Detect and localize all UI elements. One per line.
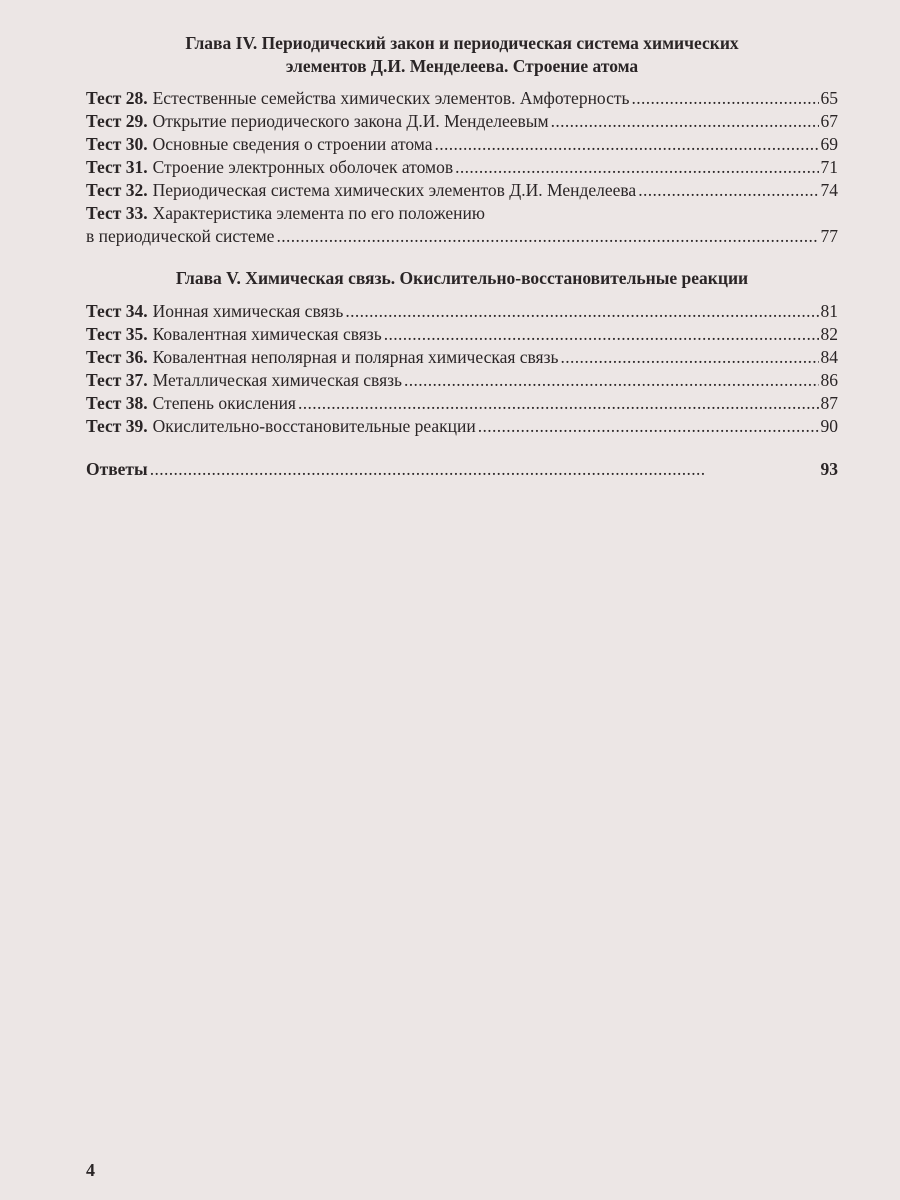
page-number: 4 xyxy=(86,1160,95,1180)
toc-entry[interactable] xyxy=(86,323,838,346)
dot-leader xyxy=(435,133,819,156)
entry-title: Ковалентная химическая связь xyxy=(152,324,382,344)
chapter-5-heading xyxy=(86,267,838,290)
chapter-5-entries xyxy=(86,300,838,438)
dot-leader xyxy=(298,392,819,415)
toc-entry[interactable] xyxy=(86,369,838,392)
entry-number: Тест 37. xyxy=(86,370,148,390)
entry-number: Тест 29. xyxy=(86,111,148,131)
dot-leader xyxy=(150,458,819,481)
toc-entry[interactable] xyxy=(86,179,838,202)
entry-number: Тест 38. xyxy=(86,393,148,413)
entry-page: 77 xyxy=(820,226,838,246)
entry-page: 67 xyxy=(820,111,838,131)
entry-page: 65 xyxy=(820,88,838,108)
entry-title: Характеристика элемента по его положению xyxy=(152,203,485,223)
dot-leader xyxy=(561,346,819,369)
dot-leader xyxy=(404,369,818,392)
entry-title: Ионная химическая связь xyxy=(152,301,344,321)
entry-title: Степень окисления xyxy=(152,393,296,413)
toc-entry[interactable] xyxy=(86,300,838,323)
entry-page: 90 xyxy=(820,416,838,436)
dot-leader xyxy=(455,156,818,179)
entry-page: 86 xyxy=(820,370,838,390)
entry-number: Тест 39. xyxy=(86,416,148,436)
toc-entry[interactable] xyxy=(86,110,838,133)
entry-page: 69 xyxy=(820,134,838,154)
toc-entry[interactable] xyxy=(86,346,838,369)
dot-leader xyxy=(276,225,818,248)
entry-number: Тест 36. xyxy=(86,347,148,367)
entry-number: Тест 34. xyxy=(86,301,148,321)
entry-title: Естественные семейства химических элементов. Амфотерность xyxy=(152,88,630,108)
entry-page: 81 xyxy=(820,301,838,321)
chapter-title-line: Глава IV. Периодический закон и периодическая система химических xyxy=(185,33,739,53)
dot-leader xyxy=(551,110,819,133)
dot-leader xyxy=(638,179,818,202)
entry-number: Тест 28. xyxy=(86,88,148,108)
chapter-title-line: элементов Д.И. Менделеева. Строение атома xyxy=(285,56,639,76)
entry-page: 71 xyxy=(820,157,838,177)
chapter-title-line: Глава V. Химическая связь. Окислительно-восстановительные реакции xyxy=(175,268,749,288)
chapter-4-entries xyxy=(86,87,838,248)
toc-entry-answers[interactable] xyxy=(86,458,838,481)
entry-title: Ковалентная неполярная и полярная химическая связь xyxy=(152,347,559,367)
dot-leader xyxy=(632,87,819,110)
dot-leader xyxy=(478,415,819,438)
entry-title: Основные сведения о строении атома xyxy=(152,134,433,154)
entry-number: Тест 32. xyxy=(86,180,148,200)
entry-page: 84 xyxy=(820,347,838,367)
entry-page: 82 xyxy=(820,324,838,344)
toc-entry[interactable] xyxy=(86,87,838,110)
entry-page: 74 xyxy=(820,180,838,200)
entry-number: Тест 30. xyxy=(86,134,148,154)
entry-title: Ответы xyxy=(86,459,148,479)
entry-title: Периодическая система химических элементов Д.И. Менделеева xyxy=(152,180,637,200)
entry-number: Тест 33. xyxy=(86,203,148,223)
toc-entry[interactable] xyxy=(86,392,838,415)
toc-entry[interactable] xyxy=(86,415,838,438)
entry-number: Тест 35. xyxy=(86,324,148,344)
toc-entry[interactable] xyxy=(86,156,838,179)
entry-title: Металлическая химическая связь xyxy=(152,370,403,390)
table-of-contents xyxy=(86,32,838,481)
toc-entry[interactable] xyxy=(86,133,838,156)
entry-page: 87 xyxy=(820,393,838,413)
dot-leader xyxy=(345,300,818,323)
dot-leader xyxy=(384,323,819,346)
toc-entry[interactable] xyxy=(86,202,838,225)
entry-number: Тест 31. xyxy=(86,157,148,177)
entry-page: 93 xyxy=(820,459,838,479)
entry-title: Окислительно-восстановительные реакции xyxy=(152,416,476,436)
entry-title-cont: в периодической системе xyxy=(86,226,275,246)
toc-entry-continuation[interactable] xyxy=(86,225,838,248)
entry-title: Строение электронных оболочек атомов xyxy=(152,157,454,177)
entry-title: Открытие периодического закона Д.И. Менделеевым xyxy=(152,111,549,131)
chapter-4-heading xyxy=(86,32,838,78)
